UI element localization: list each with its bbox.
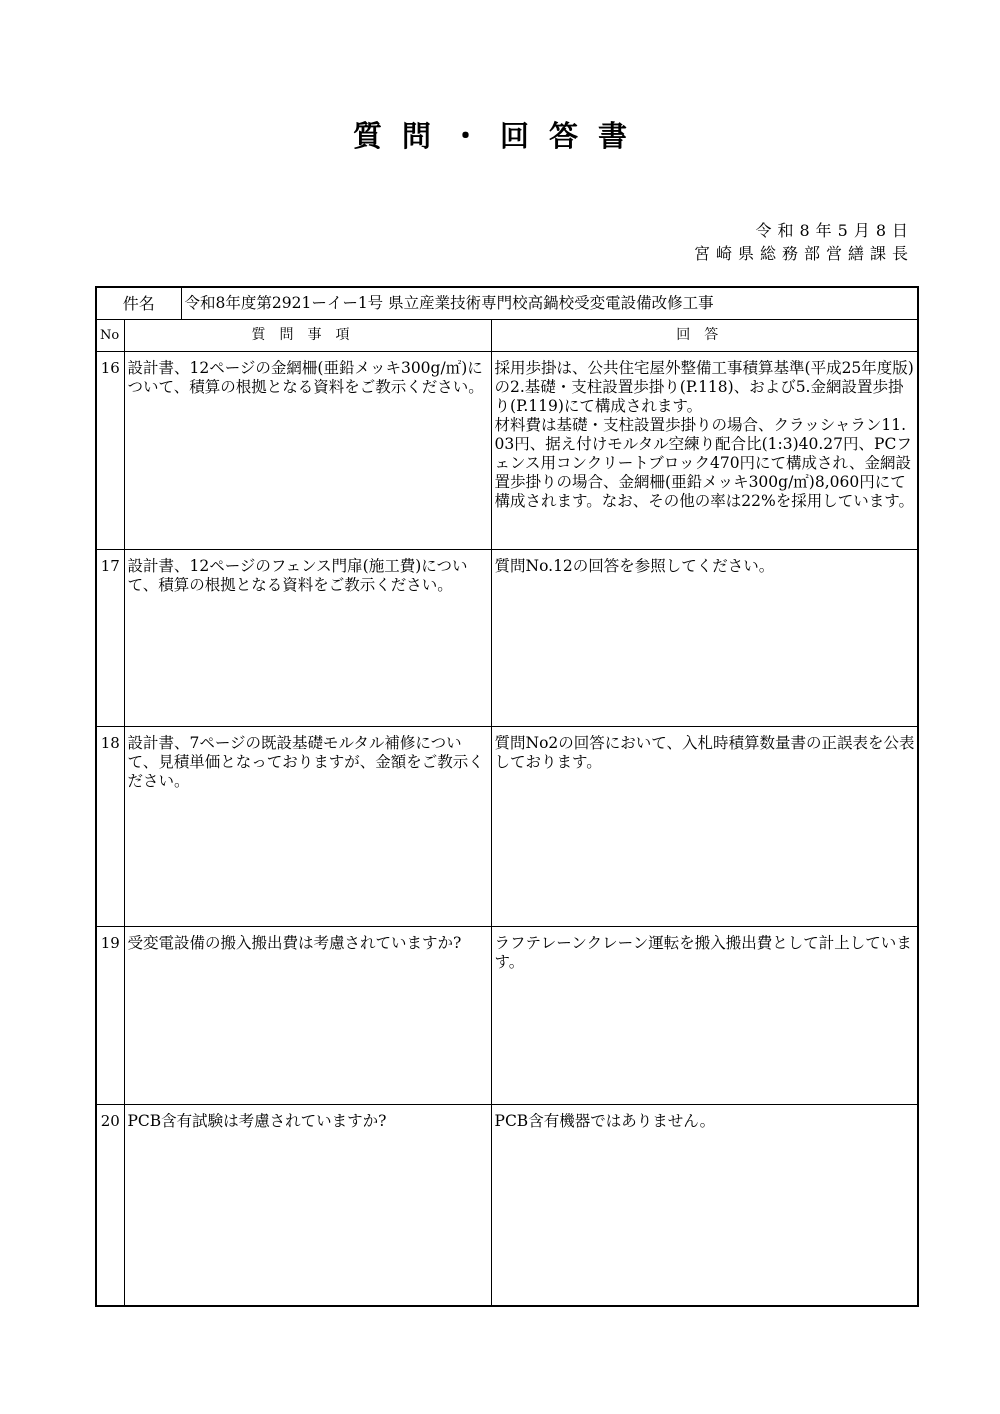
row-number: 18 bbox=[96, 727, 124, 927]
subject-value: 令和8年度第2921ーイー1号 県立産業技術専門校高鍋校受変電設備改修工事 bbox=[181, 287, 918, 320]
table-row bbox=[96, 1105, 918, 1306]
question-cell: 受変電設備の搬入搬出費は考慮されていますか? bbox=[124, 927, 491, 1105]
table-row bbox=[96, 727, 918, 927]
answer-cell: 質問No.12の回答を参照してください。 bbox=[491, 550, 918, 727]
row-number: 20 bbox=[96, 1105, 124, 1306]
answer-cell: 質問No2の回答において、入札時積算数量書の正誤表を公表しております。 bbox=[491, 727, 918, 927]
qa-table bbox=[95, 286, 919, 1307]
answer-cell: PCB含有機器ではありません。 bbox=[491, 1105, 918, 1306]
question-cell: PCB含有試験は考慮されていますか? bbox=[124, 1105, 491, 1306]
no-column-header: No bbox=[96, 320, 124, 352]
table-row bbox=[96, 550, 918, 727]
document-title: 質問・回答書 bbox=[352, 119, 647, 153]
subject-row bbox=[96, 287, 918, 320]
subject-label: 件名 bbox=[96, 287, 181, 320]
answer-cell: ラフテレーンクレーン運転を搬入搬出費として計上しています。 bbox=[491, 927, 918, 1105]
table-row bbox=[96, 352, 918, 550]
document-issuer: 宮崎県総務部営繕課長 bbox=[693, 244, 914, 263]
question-cell: 設計書、7ページの既設基礎モルタル補修について、見積単価となっておりますが、金額をご教示ください。 bbox=[124, 727, 491, 927]
answer-text: 採用歩掛は、公共住宅屋外整備工事積算基準(平成25年度版)の2.基礎・支柱設置歩掛り(P.118)、および5.金網設置歩掛り(P.119)にて構成されます。 材料費は基礎・支柱設置歩掛りの場合、クラッシャラン11.03円、据え付けモルタル空練り配合比(1:3)40.27円、PCフェンス用コンクリートブロック470円にて構成され、金網設置歩掛りの場合、金網柵(亜鉛メッキ300g/㎡)8,060円にて構成されます。なお、その他の率は22%を採用しています。 bbox=[494, 359, 914, 510]
document-date: 令和8年5月8日 bbox=[755, 221, 914, 240]
row-number: 16 bbox=[96, 352, 124, 550]
table-row bbox=[96, 927, 918, 1105]
row-number: 17 bbox=[96, 550, 124, 727]
question-column-header: 質問事項 bbox=[124, 320, 491, 352]
header-row bbox=[96, 320, 918, 352]
question-cell: 設計書、12ページのフェンス門扉(施工費)について、積算の根拠となる資料をご教示ください。 bbox=[124, 550, 491, 727]
row-number: 19 bbox=[96, 927, 124, 1105]
question-cell: 設計書、12ページの金網柵(亜鉛メッキ300g/㎡)について、積算の根拠となる資料をご教示ください。 bbox=[124, 352, 491, 550]
answer-column-header: 回答 bbox=[491, 320, 918, 352]
answer-cell bbox=[491, 352, 918, 550]
